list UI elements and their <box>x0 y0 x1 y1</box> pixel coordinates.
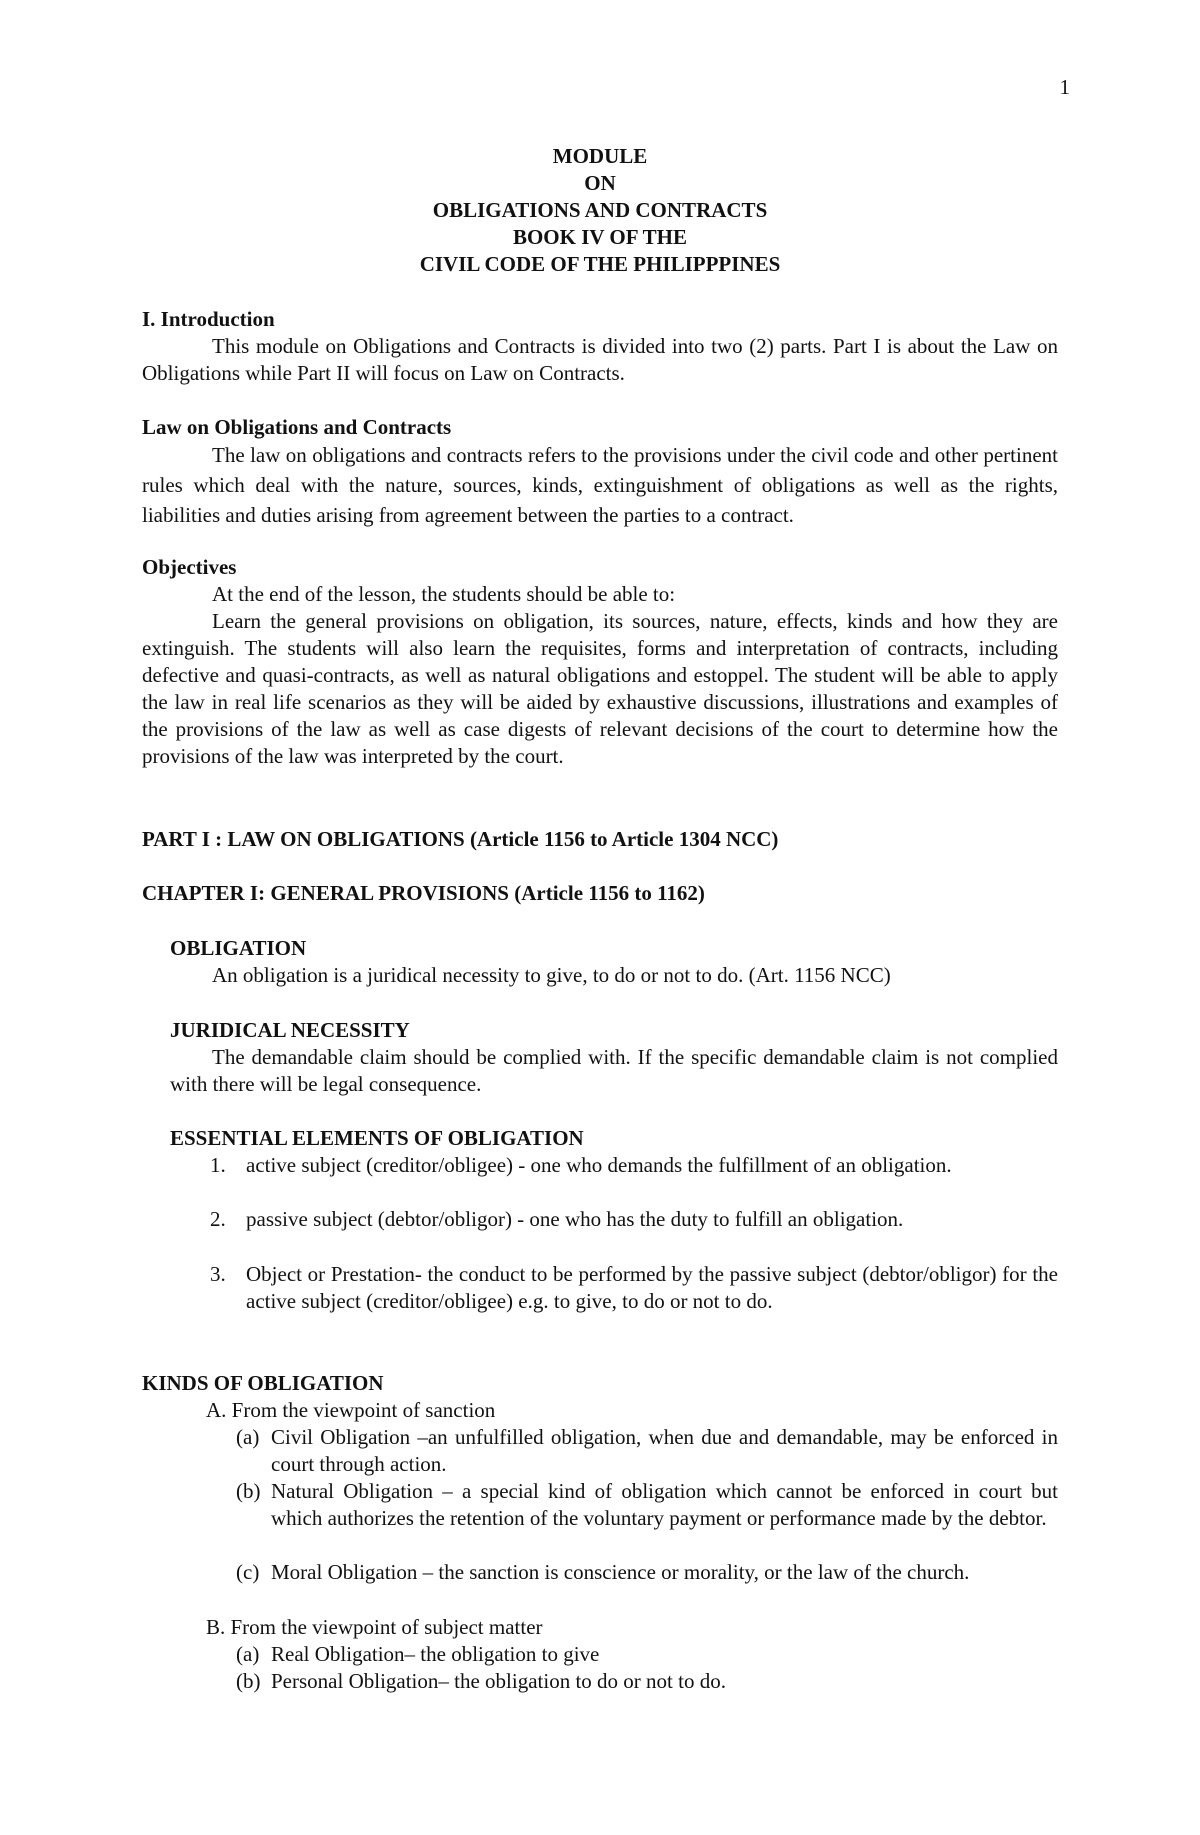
juridical-heading: JURIDICAL NECESSITY <box>170 1018 410 1042</box>
title-line: ON <box>584 171 616 195</box>
title-line: MODULE <box>552 144 648 168</box>
obligation-heading: OBLIGATION <box>170 936 307 960</box>
law-paragraph: The law on obligations and contracts refers to the provisions under the civil code and other pertinent rules which deal with the nature, sources, kinds, extinguishment of obligations as well as the rights, liabilities and duties arising from agreement between the parties to a contract. <box>142 443 1058 527</box>
kinds-heading: KINDS OF OBLIGATION <box>142 1371 384 1395</box>
list-number: 2. <box>210 1207 226 1231</box>
sub-list-marker: (a) <box>236 1425 260 1449</box>
sub-list-marker: (c) <box>236 1560 260 1584</box>
law-heading: Law on Obligations and Contracts <box>142 415 452 439</box>
sub-list-item: Natural Obligation – a special kind of obligation which cannot be enforced in court but which authorizes the retention of the voluntary payment or performance made by the debtor. <box>271 1479 1058 1530</box>
sub-list-item: Personal Obligation– the obligation to do or not to do. <box>271 1669 726 1693</box>
juridical-paragraph: The demandable claim should be complied with. If the specific demandable claim is not complied with there will be legal consequence. <box>170 1045 1058 1096</box>
sub-list-marker: (b) <box>236 1479 261 1503</box>
page-number: 1 <box>1059 75 1070 99</box>
sub-list-item: Moral Obligation – the sanction is conscience or morality, or the law of the church. <box>271 1560 970 1584</box>
list-number: 3. <box>210 1262 226 1286</box>
part-heading: PART I : LAW ON OBLIGATIONS (Article 1156 to Article 1304 NCC) <box>142 827 779 851</box>
intro-paragraph: This module on Obligations and Contracts is divided into two (2) parts. Part I is about the Law on Obligations while Part II will focus on Law on Contracts. <box>142 334 1058 385</box>
kinds-a-heading: A. From the viewpoint of sanction <box>206 1398 496 1422</box>
list-item: Object or Prestation- the conduct to be performed by the passive subject (debtor/obligor) for the active subject (creditor/obligee) e.g. to give, to do or not to do. <box>246 1262 1058 1313</box>
sub-list-marker: (a) <box>236 1642 260 1666</box>
list-item: passive subject (debtor/obligor) - one who has the duty to fulfill an obligation. <box>246 1207 904 1231</box>
obligation-definition: An obligation is a juridical necessity to give, to do or not to do. (Art. 1156 NCC) <box>212 963 891 987</box>
objectives-paragraph: Learn the general provisions on obligation, its sources, nature, effects, kinds and how they are extinguish. The students will also learn the requisites, forms and interpretation of contracts, including defective and quasi-contracts, as well as natural obligations and estoppel. The student will be able to apply the law in real life scenarios as they will be aided by exhaustive discussions, illustrations and examples of the provisions of the law as well as case digests of relevant decisions of the court to determine how the provisions of the law was interpreted by the court. <box>142 609 1058 768</box>
sub-list-item: Civil Obligation –an unfulfilled obligation, when due and demandable, may be enforced in court through action. <box>271 1425 1058 1476</box>
sub-list-marker: (b) <box>236 1669 261 1693</box>
title-line: CIVIL CODE OF THE PHILIPPPINES <box>419 252 781 276</box>
list-item: active subject (creditor/obligee) - one who demands the fulfillment of an obligation. <box>246 1153 952 1177</box>
objectives-lead: At the end of the lesson, the students should be able to: <box>212 582 676 606</box>
title-line: BOOK IV OF THE <box>512 225 688 249</box>
elements-heading: ESSENTIAL ELEMENTS OF OBLIGATION <box>170 1126 584 1150</box>
sub-list-item: Real Obligation– the obligation to give <box>271 1642 600 1666</box>
chapter-heading: CHAPTER I: GENERAL PROVISIONS (Article 1156 to 1162) <box>142 881 705 905</box>
kinds-b-heading: B. From the viewpoint of subject matter <box>206 1615 543 1639</box>
list-number: 1. <box>210 1153 226 1177</box>
objectives-heading: Objectives <box>142 555 237 579</box>
intro-heading: I. Introduction <box>142 307 275 331</box>
module-title <box>0 143 1200 278</box>
title-line: OBLIGATIONS AND CONTRACTS <box>432 198 768 222</box>
